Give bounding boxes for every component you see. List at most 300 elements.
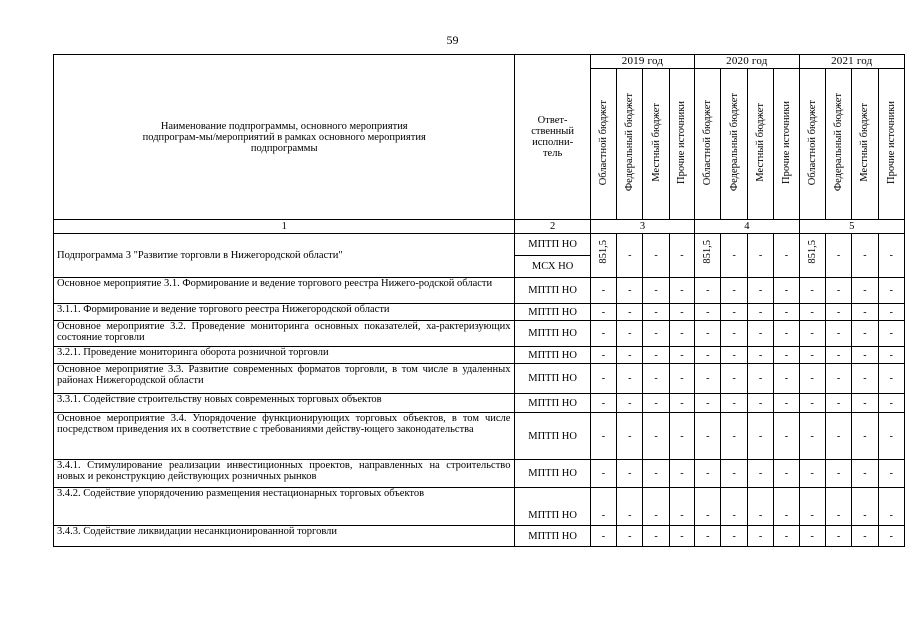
dash-value: - bbox=[863, 306, 867, 318]
value-cell bbox=[825, 460, 851, 488]
value-cell bbox=[669, 394, 694, 413]
value-text: 851,5 bbox=[597, 240, 609, 264]
value-cell bbox=[590, 488, 616, 526]
value-cell bbox=[669, 364, 694, 394]
dash-value: - bbox=[758, 397, 763, 409]
year-2021-header: 2021 год bbox=[799, 55, 904, 69]
value-cell bbox=[825, 321, 851, 347]
dash-value: - bbox=[758, 468, 763, 479]
value-cell bbox=[617, 347, 643, 364]
value-cell bbox=[825, 304, 851, 321]
dash-value: - bbox=[810, 306, 814, 318]
source-header bbox=[878, 69, 904, 220]
value-cell bbox=[878, 234, 904, 278]
value-cell bbox=[852, 347, 878, 364]
dash-value: - bbox=[810, 373, 814, 384]
value-cell bbox=[799, 413, 825, 460]
source-header-label: Местный бюджет bbox=[650, 103, 662, 182]
source-header-label: Федеральный бюджет bbox=[624, 93, 636, 192]
dash-value: - bbox=[680, 397, 684, 409]
dash-value: - bbox=[889, 250, 893, 261]
source-header-label: Местный бюджет bbox=[755, 103, 766, 182]
value-cell bbox=[878, 304, 904, 321]
value-cell bbox=[852, 278, 878, 304]
dash-value: - bbox=[758, 328, 763, 339]
value-cell bbox=[617, 321, 643, 347]
source-header-label: Прочие источники bbox=[780, 101, 792, 184]
dash-value: - bbox=[732, 530, 736, 542]
dash-value: - bbox=[863, 530, 867, 542]
dash-value: - bbox=[601, 349, 606, 361]
page-number: 59 bbox=[446, 33, 459, 47]
value-cell bbox=[590, 413, 616, 460]
dash-value: - bbox=[784, 328, 789, 339]
dash-value: - bbox=[810, 349, 814, 361]
value-cell bbox=[721, 234, 747, 278]
value-cell bbox=[799, 526, 825, 547]
dash-value: - bbox=[863, 373, 867, 384]
value-cell bbox=[852, 460, 878, 488]
value-cell bbox=[825, 413, 851, 460]
dash-value: - bbox=[758, 349, 763, 361]
dash-value: - bbox=[628, 373, 632, 384]
dash-value: - bbox=[654, 250, 658, 261]
dash-value: - bbox=[863, 397, 867, 409]
value-cell bbox=[774, 321, 799, 347]
executor-cell: МПТП НО bbox=[515, 460, 590, 488]
value-cell bbox=[669, 460, 694, 488]
dash-value: - bbox=[784, 468, 789, 479]
value-cell bbox=[878, 347, 904, 364]
dash-value: - bbox=[628, 510, 632, 521]
value-cell bbox=[643, 304, 669, 321]
value-cell bbox=[878, 321, 904, 347]
activity-name: 3.4.3. Содействие ликвидации несанкционированной торговли bbox=[54, 526, 515, 547]
value-cell bbox=[721, 488, 747, 526]
year-2020-header: 2020 год bbox=[695, 55, 799, 69]
source-header-label: Федеральный бюджет bbox=[728, 93, 740, 192]
value-cell bbox=[643, 234, 669, 278]
subprogram-name: Подпрограмма 3 "Развитие торговли в Нижегородской области" bbox=[54, 234, 515, 278]
executor-cell: МПТП НО bbox=[515, 347, 590, 364]
value-cell bbox=[852, 304, 878, 321]
value-cell bbox=[669, 304, 694, 321]
executor-cell: МПТП НО bbox=[515, 321, 590, 347]
dash-value: - bbox=[863, 285, 867, 296]
dash-value: - bbox=[654, 349, 658, 361]
value-cell bbox=[721, 526, 747, 547]
value-cell bbox=[669, 234, 694, 278]
value-cell bbox=[799, 278, 825, 304]
value-cell bbox=[669, 321, 694, 347]
value-cell bbox=[825, 394, 851, 413]
dash-value: - bbox=[732, 468, 736, 479]
dash-value: - bbox=[784, 430, 789, 442]
value-cell bbox=[590, 304, 616, 321]
value-cell bbox=[799, 394, 825, 413]
value-cell bbox=[669, 488, 694, 526]
executor-cell: МПТП НО bbox=[515, 488, 590, 526]
dash-value: - bbox=[836, 510, 841, 521]
value-cell bbox=[721, 278, 747, 304]
dash-value: - bbox=[654, 397, 658, 409]
dash-value: - bbox=[601, 397, 606, 409]
source-header-label: Федеральный бюджет bbox=[833, 93, 845, 192]
value-cell bbox=[669, 526, 694, 547]
value-cell bbox=[852, 234, 878, 278]
value-cell bbox=[590, 321, 616, 347]
dash-value: - bbox=[889, 397, 893, 409]
value-cell bbox=[825, 278, 851, 304]
dash-value: - bbox=[706, 430, 710, 442]
value-cell bbox=[617, 364, 643, 394]
dash-value: - bbox=[810, 530, 814, 542]
dash-value: - bbox=[628, 530, 632, 542]
dash-value: - bbox=[889, 306, 893, 318]
dash-value: - bbox=[810, 430, 814, 442]
table-row bbox=[54, 321, 905, 347]
dash-value: - bbox=[680, 250, 684, 261]
value-cell bbox=[590, 526, 616, 547]
dash-value: - bbox=[836, 328, 841, 339]
dash-value: - bbox=[810, 468, 814, 479]
source-header bbox=[852, 69, 878, 220]
regional-budget-value bbox=[799, 234, 825, 278]
dash-value: - bbox=[836, 397, 841, 409]
value-cell bbox=[590, 460, 616, 488]
dash-value: - bbox=[810, 285, 814, 296]
value-cell bbox=[747, 488, 773, 526]
activity-name: Основное мероприятие 3.3. Развитие современных форматов торговли, в том числе в удаленных районах Нижегородской области bbox=[54, 364, 515, 394]
column-number: 2 bbox=[515, 220, 590, 234]
dash-value: - bbox=[706, 328, 710, 339]
dash-value: - bbox=[706, 510, 710, 521]
value-cell bbox=[747, 304, 773, 321]
dash-value: - bbox=[889, 510, 893, 521]
table-row bbox=[54, 488, 905, 526]
value-cell bbox=[747, 234, 773, 278]
value-cell bbox=[643, 321, 669, 347]
dash-value: - bbox=[836, 373, 841, 384]
dash-value: - bbox=[654, 328, 658, 339]
value-cell bbox=[774, 304, 799, 321]
dash-value: - bbox=[628, 306, 632, 318]
value-cell bbox=[747, 526, 773, 547]
activity-name: 3.3.1. Содействие строительству новых современных торговых объектов bbox=[54, 394, 515, 413]
dash-value: - bbox=[758, 373, 763, 384]
dash-value: - bbox=[836, 468, 841, 479]
value-cell bbox=[825, 347, 851, 364]
table-row bbox=[54, 526, 905, 547]
value-cell bbox=[695, 347, 721, 364]
dash-value: - bbox=[863, 349, 867, 361]
dash-value: - bbox=[732, 349, 736, 361]
dash-value: - bbox=[628, 250, 632, 261]
value-cell bbox=[799, 488, 825, 526]
value-cell bbox=[878, 364, 904, 394]
activity-name: Основное мероприятие 3.2. Проведение мониторинга основных показателей, ха-рактеризующих состояние торговли bbox=[54, 321, 515, 347]
dash-value: - bbox=[680, 430, 684, 442]
dash-value: - bbox=[654, 373, 658, 384]
source-header bbox=[643, 69, 669, 220]
executor-cell: МПТП НО bbox=[515, 234, 590, 256]
dash-value: - bbox=[810, 328, 814, 339]
dash-value: - bbox=[836, 306, 841, 318]
dash-value: - bbox=[654, 510, 658, 521]
dash-value: - bbox=[601, 328, 606, 339]
dash-value: - bbox=[758, 510, 763, 521]
dash-value: - bbox=[784, 397, 789, 409]
source-header bbox=[721, 69, 747, 220]
executor-cell: МПТП НО bbox=[515, 394, 590, 413]
dash-value: - bbox=[654, 430, 658, 442]
table-row bbox=[54, 394, 905, 413]
dash-value: - bbox=[628, 349, 632, 361]
dash-value: - bbox=[628, 430, 632, 442]
value-cell bbox=[590, 364, 616, 394]
dash-value: - bbox=[836, 530, 841, 542]
dash-value: - bbox=[758, 285, 763, 296]
column-number: 5 bbox=[799, 220, 904, 234]
dash-value: - bbox=[836, 250, 841, 261]
value-cell bbox=[721, 394, 747, 413]
dash-value: - bbox=[601, 510, 606, 521]
dash-value: - bbox=[758, 306, 763, 318]
value-cell bbox=[617, 526, 643, 547]
dash-value: - bbox=[706, 397, 710, 409]
dash-value: - bbox=[680, 328, 684, 339]
value-cell bbox=[617, 413, 643, 460]
value-cell bbox=[799, 364, 825, 394]
executor-cell: МСХ НО bbox=[515, 256, 590, 278]
value-cell bbox=[617, 460, 643, 488]
dash-value: - bbox=[810, 510, 814, 521]
value-cell bbox=[799, 347, 825, 364]
year-2019-header: 2019 год bbox=[590, 55, 694, 69]
value-cell bbox=[774, 364, 799, 394]
activity-name: 3.2.1. Проведение мониторинга оборота розничной торговли bbox=[54, 347, 515, 364]
value-cell bbox=[643, 278, 669, 304]
value-cell bbox=[774, 234, 799, 278]
value-cell bbox=[669, 413, 694, 460]
dash-value: - bbox=[784, 285, 789, 296]
value-cell bbox=[747, 321, 773, 347]
value-cell bbox=[695, 278, 721, 304]
value-cell bbox=[747, 364, 773, 394]
value-cell bbox=[747, 347, 773, 364]
value-cell bbox=[825, 488, 851, 526]
dash-value: - bbox=[863, 468, 867, 479]
source-header-label: Областной бюджет bbox=[702, 99, 714, 186]
dash-value: - bbox=[601, 530, 606, 542]
table-row bbox=[54, 304, 905, 321]
dash-value: - bbox=[601, 468, 606, 479]
value-cell bbox=[590, 347, 616, 364]
value-cell bbox=[878, 460, 904, 488]
table-row bbox=[54, 413, 905, 460]
dash-value: - bbox=[889, 468, 893, 479]
source-header-label: Прочие источники bbox=[885, 101, 897, 184]
activity-name: 3.1.1. Формирование и ведение торгового реестра Нижегородской области bbox=[54, 304, 515, 321]
dash-value: - bbox=[889, 530, 893, 542]
value-cell bbox=[852, 321, 878, 347]
dash-value: - bbox=[680, 285, 684, 296]
value-cell bbox=[852, 488, 878, 526]
value-cell bbox=[695, 413, 721, 460]
dash-value: - bbox=[836, 285, 841, 296]
value-cell bbox=[721, 460, 747, 488]
dash-value: - bbox=[889, 430, 893, 442]
value-cell bbox=[617, 394, 643, 413]
value-cell bbox=[774, 394, 799, 413]
funding-table bbox=[53, 54, 905, 547]
dash-value: - bbox=[732, 430, 736, 442]
activity-name: Основное мероприятие 3.1. Формирование и ведение торгового реестра Нижего-родской области bbox=[54, 278, 515, 304]
source-header bbox=[774, 69, 799, 220]
dash-value: - bbox=[601, 373, 606, 384]
source-header bbox=[825, 69, 851, 220]
source-header-label: Местный бюджет bbox=[859, 103, 871, 182]
source-header bbox=[799, 69, 825, 220]
source-header-label: Прочие источники bbox=[676, 101, 688, 184]
source-header-label: Областной бюджет bbox=[806, 99, 818, 186]
value-cell bbox=[721, 364, 747, 394]
dash-value: - bbox=[732, 328, 736, 339]
value-cell bbox=[643, 413, 669, 460]
value-cell bbox=[721, 304, 747, 321]
dash-value: - bbox=[863, 510, 867, 521]
value-cell bbox=[878, 413, 904, 460]
dash-value: - bbox=[680, 510, 684, 521]
value-cell bbox=[799, 304, 825, 321]
dash-value: - bbox=[601, 430, 606, 442]
source-header bbox=[695, 69, 721, 220]
value-cell bbox=[878, 526, 904, 547]
table-row bbox=[54, 347, 905, 364]
dash-value: - bbox=[863, 328, 867, 339]
value-cell bbox=[774, 526, 799, 547]
value-cell bbox=[799, 321, 825, 347]
dash-value: - bbox=[628, 285, 632, 296]
source-header bbox=[590, 69, 616, 220]
executor-cell: МПТП НО bbox=[515, 304, 590, 321]
value-cell bbox=[774, 278, 799, 304]
dash-value: - bbox=[654, 285, 658, 296]
dash-value: - bbox=[784, 306, 789, 318]
dash-value: - bbox=[732, 250, 736, 261]
value-cell bbox=[695, 364, 721, 394]
dash-value: - bbox=[758, 530, 763, 542]
header-name-column: Наименование подпрограммы, основного мероприятия подпрограм-мы/мероприятий в рамках основного мероприятия подпрограммы bbox=[54, 55, 515, 220]
dash-value: - bbox=[863, 250, 867, 261]
value-cell bbox=[695, 321, 721, 347]
dash-value: - bbox=[836, 349, 841, 361]
header-executor-column: Ответ-ственный исполни-тель bbox=[515, 55, 590, 220]
source-header bbox=[747, 69, 773, 220]
value-cell bbox=[825, 526, 851, 547]
value-cell bbox=[825, 234, 851, 278]
value-cell bbox=[617, 234, 643, 278]
dash-value: - bbox=[889, 349, 893, 361]
dash-value: - bbox=[601, 306, 606, 318]
dash-value: - bbox=[889, 285, 893, 296]
table-row bbox=[54, 278, 905, 304]
value-cell bbox=[669, 278, 694, 304]
dash-value: - bbox=[784, 530, 789, 542]
value-cell bbox=[643, 460, 669, 488]
value-cell bbox=[852, 526, 878, 547]
regional-budget-value bbox=[695, 234, 721, 278]
value-cell bbox=[852, 364, 878, 394]
dash-value: - bbox=[758, 250, 763, 261]
dash-value: - bbox=[784, 349, 789, 361]
column-number: 3 bbox=[590, 220, 694, 234]
value-cell bbox=[643, 347, 669, 364]
value-cell bbox=[747, 413, 773, 460]
value-cell bbox=[695, 460, 721, 488]
column-number: 1 bbox=[54, 220, 515, 234]
value-cell bbox=[747, 278, 773, 304]
dash-value: - bbox=[732, 285, 736, 296]
dash-value: - bbox=[654, 530, 658, 542]
dash-value: - bbox=[680, 306, 684, 318]
activity-name: Основное мероприятие 3.4. Упорядочение функционирующих торговых объектов, в том числе посредством приведения их в соответствие с требованиями действу-ющего законодательства bbox=[54, 413, 515, 460]
dash-value: - bbox=[706, 306, 710, 318]
dash-value: - bbox=[628, 397, 632, 409]
dash-value: - bbox=[628, 468, 632, 479]
dash-value: - bbox=[680, 468, 684, 479]
value-cell bbox=[721, 347, 747, 364]
executor-cell: МПТП НО bbox=[515, 526, 590, 547]
dash-value: - bbox=[758, 430, 763, 442]
value-cell bbox=[617, 488, 643, 526]
value-cell bbox=[852, 394, 878, 413]
value-cell bbox=[878, 488, 904, 526]
dash-value: - bbox=[784, 250, 789, 261]
value-text: 851,5 bbox=[702, 240, 714, 264]
dash-value: - bbox=[601, 285, 606, 296]
value-cell bbox=[721, 321, 747, 347]
table-row bbox=[54, 364, 905, 394]
executor-cell: МПТП НО bbox=[515, 413, 590, 460]
value-cell bbox=[695, 488, 721, 526]
value-cell bbox=[852, 413, 878, 460]
dash-value: - bbox=[680, 349, 684, 361]
dash-value: - bbox=[680, 530, 684, 542]
value-cell bbox=[747, 460, 773, 488]
dash-value: - bbox=[889, 373, 893, 384]
value-cell bbox=[643, 364, 669, 394]
dash-value: - bbox=[628, 328, 632, 339]
dash-value: - bbox=[836, 430, 841, 442]
value-cell bbox=[774, 460, 799, 488]
dash-value: - bbox=[706, 468, 710, 479]
dash-value: - bbox=[784, 373, 789, 384]
value-cell bbox=[695, 304, 721, 321]
source-header-label: Областной бюджет bbox=[597, 99, 609, 186]
value-cell bbox=[747, 394, 773, 413]
executor-cell: МПТП НО bbox=[515, 364, 590, 394]
dash-value: - bbox=[810, 397, 814, 409]
dash-value: - bbox=[654, 306, 658, 318]
dash-value: - bbox=[863, 430, 867, 442]
value-cell bbox=[799, 460, 825, 488]
value-cell bbox=[774, 413, 799, 460]
value-cell bbox=[721, 413, 747, 460]
activity-name: 3.4.1. Стимулирование реализации инвестиционных проектов, направленных на строительство новых и реконструкцию действующих розничных рынков bbox=[54, 460, 515, 488]
value-cell bbox=[878, 394, 904, 413]
dash-value: - bbox=[732, 306, 736, 318]
